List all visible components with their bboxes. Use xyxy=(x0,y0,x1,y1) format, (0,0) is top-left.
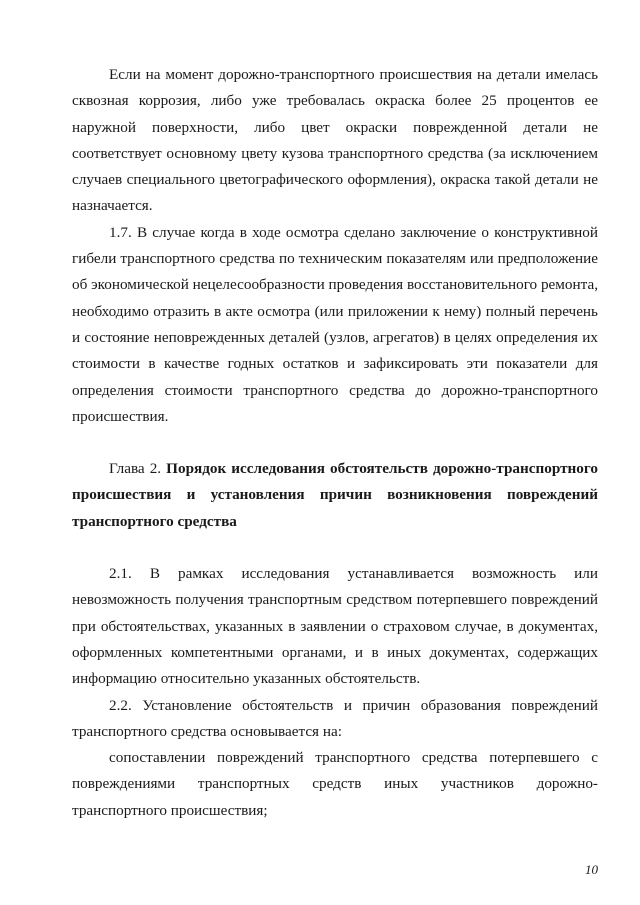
paragraph-2-1: 2.1. В рамках исследования устанавливается возможность или невозможность получения транспортным средством потерпевшего повреждений при обстоятельствах, указанных в заявлении о страховом случае, в документах, оформленных компетентными органами, и в иных документах, содержащих информацию относительно указанных обстоятельств. xyxy=(72,565,598,688)
paragraph-corrosion: Если на момент дорожно-транспортного происшествия на детали имелась сквозная коррозия, либо уже требовалась окраска более 25 процентов ее наружной поверхности, либо цвет окраски поврежденной детали не соответствует основному цвету кузова транспортного средства (за исключением случаев специального цветографического оформления), окраска такой детали не назначается. xyxy=(72,66,598,215)
chapter-heading xyxy=(72,456,598,535)
chapter-title: Порядок исследования обстоятельств дорожно-транспортного происшествия и установления причин возникновения повреждений транспортного средства xyxy=(72,460,598,530)
page-number: 10 xyxy=(585,862,598,877)
paragraph-1-7: 1.7. В случае когда в ходе осмотра сделано заключение о конструктивной гибели транспортного средства по техническим показателям или предположение об экономической нецелесообразности проведения восстановительного ремонта, необходимо отразить в акте осмотра (или приложении к нему) полный перечень и состояние неповрежденных деталей (узлов, агрегатов) в целях определения их стоимости в качестве годных остатков и зафиксировать эти показатели для определения стоимости транспортного средства до дорожно-транспортного происшествия. xyxy=(72,223,598,425)
chapter-prefix: Глава 2. xyxy=(109,460,167,478)
document-page xyxy=(72,62,598,824)
paragraph-2-2: 2.2. Установление обстоятельств и причин образования повреждений транспортного средства основывается на: xyxy=(72,696,598,740)
paragraph-2-2-item: сопоставлении повреждений транспортного средства потерпевшего с повреждениями транспортных средств иных участников дорожно-транспортного происшествия; xyxy=(72,749,598,819)
